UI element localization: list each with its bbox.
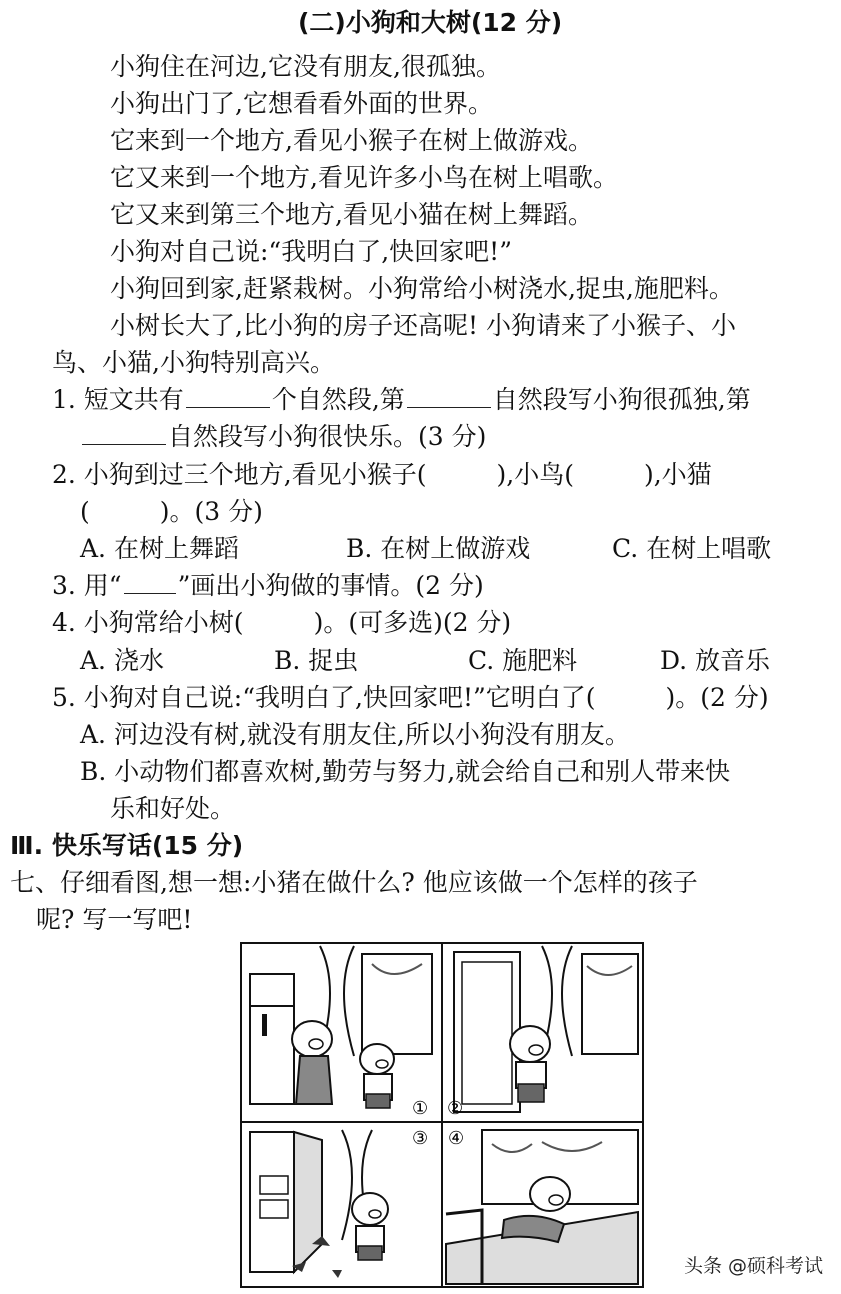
story-paragraph-5: 它又来到第三个地方,看见小猫在树上舞蹈。	[110, 200, 593, 229]
panel-label-1: ①	[412, 1098, 429, 1119]
question-3: 3. 用“ ”画出小狗做的事情。(2 分)	[52, 571, 484, 600]
mother-pig-body	[296, 1056, 332, 1104]
pig-2-head	[510, 1026, 550, 1062]
story-paragraph-4: 它又来到一个地方,看见许多小鸟在树上唱歌。	[110, 163, 618, 192]
panel-label-2: ②	[447, 1098, 464, 1119]
underline-sample	[124, 571, 176, 594]
question-4-option-c: C. 施肥料	[468, 646, 578, 675]
question-2-option-c: C. 在树上唱歌	[612, 534, 772, 563]
question-5-option-a: A. 河边没有树,就没有朋友住,所以小狗没有朋友。	[80, 720, 630, 749]
panel-2-scene	[454, 946, 638, 1112]
question-2-option-a: A. 在树上舞蹈	[80, 534, 239, 563]
window	[362, 954, 432, 1054]
answer-blank-count[interactable]	[186, 385, 270, 408]
part-3-title: Ⅲ. 快乐写话(15 分)	[10, 831, 244, 860]
question-4: 4. 小狗常给小树( )。(可多选)(2 分)	[52, 608, 512, 637]
comic-picture	[240, 942, 644, 1288]
question-4-option-b: B. 捉虫	[274, 646, 359, 675]
fridge	[250, 974, 294, 1104]
question-4-option-a: A. 浇水	[80, 646, 164, 675]
story-paragraph-8-line1: 小树长大了,比小狗的房子还高呢! 小狗请来了小猴子、小	[110, 311, 736, 340]
mother-pig-head	[292, 1021, 332, 1057]
answer-blank-happy[interactable]	[82, 422, 166, 445]
question-1-line2: 自然段写小狗很快乐。(3 分)	[80, 422, 486, 452]
answer-blank-lonely[interactable]	[407, 385, 491, 408]
question-1-line1: 1. 短文共有 个自然段,第 自然段写小狗很孤独,第	[52, 385, 751, 414]
pig-4-head	[530, 1177, 570, 1211]
story-paragraph-2: 小狗出门了,它想看看外面的世界。	[110, 89, 493, 118]
question-2-line1: 2. 小狗到过三个地方,看见小猴子( ),小鸟( ),小猫	[52, 460, 712, 489]
pig-3-head	[352, 1193, 388, 1225]
panel-1-scene	[250, 946, 432, 1108]
question-5-option-b-line1: B. 小动物们都喜欢树,勤劳与努力,就会给自己和别人带来快	[80, 757, 731, 786]
story-paragraph-3: 它来到一个地方,看见小猴子在树上做游戏。	[110, 126, 593, 155]
panel-3-scene	[250, 1130, 388, 1278]
watermark: 头条 @硕科考试	[683, 1255, 823, 1277]
panel-label-3: ③	[412, 1128, 429, 1149]
story-paragraph-8-line2: 鸟、小猫,小狗特别高兴。	[52, 348, 335, 377]
story-paragraph-7: 小狗回到家,赶紧栽树。小狗常给小树浇水,捉虫,施肥料。	[110, 274, 734, 303]
comic-drawing	[242, 944, 642, 1286]
question-5: 5. 小狗对自己说:“我明白了,快回家吧!”它明白了( )。(2 分)	[52, 683, 769, 712]
panel-4-scene	[446, 1130, 638, 1284]
question-2-line2: ( )。(3 分)	[80, 497, 263, 526]
section-title: (二)小狗和大树(12 分)	[298, 8, 563, 37]
question-5-option-b-line2: 乐和好处。	[110, 794, 236, 823]
question-7-line1: 七、仔细看图,想一想:小猪在做什么? 他应该做一个怎样的孩子	[10, 868, 698, 897]
question-4-option-d: D. 放音乐	[660, 646, 771, 675]
question-7-line2: 呢? 写一写吧!	[36, 905, 193, 934]
panel-label-4: ④	[448, 1128, 465, 1149]
story-paragraph-1: 小狗住在河边,它没有朋友,很孤独。	[110, 52, 501, 81]
question-2-option-b: B. 在树上做游戏	[346, 534, 531, 563]
small-pig-head	[360, 1044, 394, 1074]
story-paragraph-6: 小狗对自己说:“我明白了,快回家吧!”	[110, 237, 512, 266]
